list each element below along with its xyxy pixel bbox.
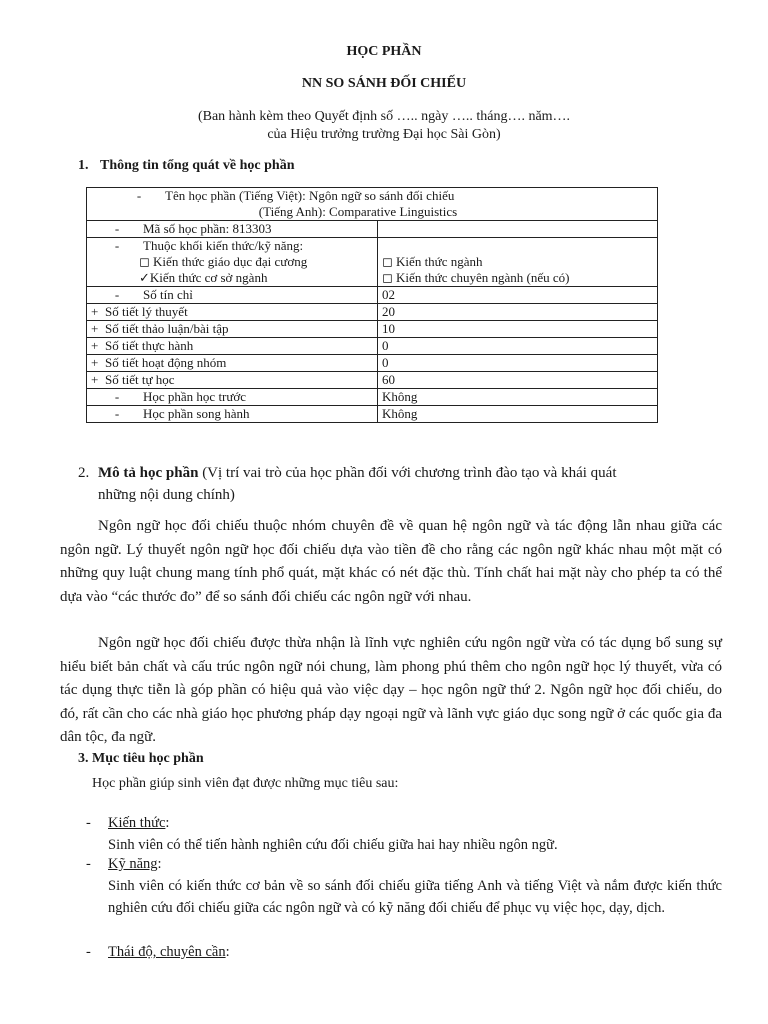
bullet-marker: - — [86, 815, 91, 831]
section-2-heading — [78, 462, 698, 506]
table-row-course-name — [87, 188, 658, 221]
decree-line-1: (Ban hành kèm theo Quyết định số ….. ngày ….. tháng…. năm…. — [197, 109, 571, 124]
objective-text: Sinh viên có thể tiến hành nghiên cứu đối chiếu giữa hai hay nhiều ngôn ngữ. — [108, 837, 558, 853]
table-row — [87, 389, 658, 406]
row-value: 02 — [378, 287, 658, 304]
row-label: Số tiết thảo luận/bài tập — [105, 321, 229, 336]
table-row — [87, 355, 658, 372]
description-paragraph-2: Ngôn ngữ học đối chiếu được thừa nhận là lĩnh vực nghiên cứu ngôn ngữ vừa có tác dụng bổ sung sự hiểu biết bản chất và cấu trúc ngôn ngữ nói chung, làm phong phú thêm cho ngôn ngữ học lý thuyết, vừa có tác dụng thực tiễn là góp phần có hiệu quả vào việc dạy – học ngôn ngữ thứ 2. Ngôn ngữ học đối chiếu, do đó, rất cần cho các nhà giáo học phương pháp dạy ngoại ngữ và lãnh vực giáo dục song ngữ ở các quốc gia đa dân tộc, đa ngữ. — [60, 635, 722, 745]
course-title: NN SO SÁNH ĐỐI CHIẾU — [301, 76, 467, 91]
knowledge-block-label: Thuộc khối kiến thức/kỹ năng: — [143, 238, 304, 253]
dash-marker: - — [114, 221, 120, 236]
table-row — [87, 372, 658, 389]
checkmark-icon[interactable]: ✓ — [139, 270, 150, 285]
section-3-number: 3. — [78, 751, 89, 766]
option-special[interactable]: ◻ Kiến thức chuyên ngành (nếu có) — [382, 270, 570, 285]
objective-text: Sinh viên có kiến thức cơ bản về so sánh đối chiếu giữa tiếng Anh và tiếng Việt và nắm được kiến thức nghiên cứu đối chiếu giữa các ngôn ngữ và có kỹ năng đối chiếu để phục vụ việc học, dạy, dịch. — [108, 878, 722, 916]
table-row-course-code — [87, 221, 658, 238]
objective-attitude: - Thái độ, chuyên cần: — [86, 941, 722, 963]
section-2-title: Mô tả học phần — [98, 465, 199, 481]
objective-label: Thái độ, chuyên cần — [108, 944, 226, 960]
plus-marker: + — [91, 304, 99, 319]
row-label: Số tiết lý thuyết — [105, 304, 188, 319]
row-value: 0 — [378, 355, 658, 372]
row-value: Không — [378, 406, 658, 423]
row-value: 10 — [378, 321, 658, 338]
option-base[interactable]: ✓Kiến thức cơ sở ngành — [139, 270, 268, 285]
row-value: 20 — [378, 304, 658, 321]
table-row — [87, 321, 658, 338]
row-label: Học phần học trước — [143, 389, 247, 404]
section-1-number: 1. — [78, 158, 89, 173]
plus-marker: + — [91, 321, 99, 336]
section-2-number: 2. — [78, 465, 90, 481]
table-row — [87, 287, 658, 304]
checkbox-icon[interactable]: ◻ — [139, 254, 150, 269]
course-info-table — [86, 187, 658, 423]
document-heading: HỌC PHẦN — [346, 44, 422, 59]
section-3-intro: Học phần giúp sinh viên đạt được những mục tiêu sau: — [92, 776, 399, 791]
table-row — [87, 338, 658, 355]
course-name-cell — [87, 188, 658, 221]
row-value: Không — [378, 389, 658, 406]
decree-note — [0, 108, 768, 144]
dash-marker: - — [114, 287, 120, 302]
section-3-title: Mục tiêu học phần — [92, 751, 204, 766]
course-name-vi: Tên học phần (Tiếng Việt): Ngôn ngữ so sánh đối chiếu — [165, 188, 455, 203]
table-row — [87, 406, 658, 423]
option-general[interactable]: ◻ Kiến thức giáo dục đại cương — [139, 254, 308, 269]
bullet-marker: - — [86, 856, 91, 872]
section-2-desc-2: những nội dung chính) — [98, 487, 235, 503]
plus-marker: + — [91, 355, 99, 370]
objective-knowledge: - Kiến thức: Sinh viên có thể tiến hành nghiên cứu đối chiếu giữa hai hay nhiều ngôn ngữ. — [86, 812, 722, 856]
course-code: Mã số học phần: 813303 — [143, 221, 272, 236]
row-label: Số tiết hoạt động nhóm — [105, 355, 227, 370]
dash-marker: - — [114, 238, 120, 253]
row-value: 60 — [378, 372, 658, 389]
course-name-en: (Tiếng Anh): Comparative Linguistics — [258, 204, 458, 219]
objective-skills: - Kỹ năng: Sinh viên có kiến thức cơ bản về so sánh đối chiếu giữa tiếng Anh và tiếng Việt và nắm được kiến thức nghiên cứu đối chiếu giữa các ngôn ngữ và có kỹ năng đối chiếu để phục vụ việc học, dạy, dịch. — [86, 853, 722, 919]
section-3-heading — [78, 751, 204, 767]
checkbox-icon[interactable]: ◻ — [382, 270, 393, 285]
section-1-title: Thông tin tổng quát về học phần — [100, 158, 295, 173]
description-paragraph-1: Ngôn ngữ học đối chiếu thuộc nhóm chuyên đề về quan hệ ngôn ngữ và tác động lẫn nhau giữa các ngôn ngữ. Lý thuyết ngôn ngữ học đối chiếu dựa vào tiền đề cho rằng các ngôn ngữ khác nhau một mặt có những quy luật chung mang tính phổ quát, mặt khác có nét đặc thù. Tính chất hai mặt này cho phép ta có thể dựa vào “các thước đo” để so sánh đối chiếu các ngôn ngữ với nhau. — [60, 518, 722, 605]
objective-label: Kiến thức — [108, 815, 166, 831]
objective-label: Kỹ năng — [108, 856, 158, 872]
bullet-marker: - — [86, 944, 91, 960]
row-label: Số tiết tự học — [105, 372, 175, 387]
dash-marker: - — [114, 406, 120, 421]
dash-marker: - — [136, 188, 142, 203]
table-row — [87, 304, 658, 321]
decree-line-2: của Hiệu trưởng trường Đại học Sài Gòn) — [267, 127, 501, 142]
plus-marker: + — [91, 372, 99, 387]
section-2-desc-1: (Vị trí vai trò của học phần đối với chương trình đào tạo và khái quát — [202, 465, 617, 481]
checkbox-icon[interactable]: ◻ — [382, 254, 393, 269]
row-label: Học phần song hành — [143, 406, 250, 421]
row-label: Số tín chỉ — [143, 287, 193, 302]
dash-marker: - — [114, 389, 120, 404]
option-major[interactable]: ◻ Kiến thức ngành — [382, 254, 483, 269]
plus-marker: + — [91, 338, 99, 353]
row-label: Số tiết thực hành — [105, 338, 194, 353]
row-value: 0 — [378, 338, 658, 355]
table-row-knowledge-block — [87, 238, 658, 287]
section-1-heading — [78, 158, 295, 174]
